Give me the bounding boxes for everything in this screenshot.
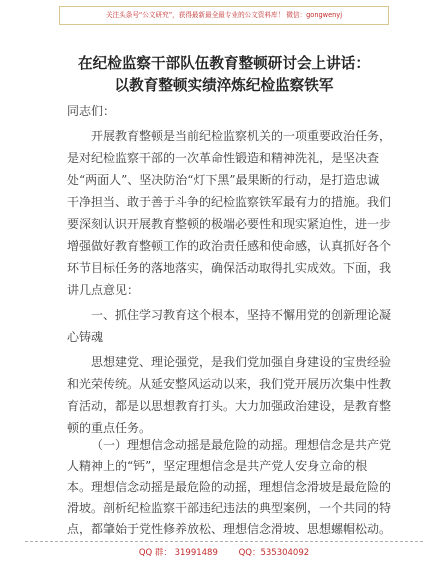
document-title-line-2: 以教育整顿实绩淬炼纪检监察铁军 <box>114 77 334 94</box>
document-title-line-1: 在纪检监察干部队伍教育整顿研讨会上讲话： <box>78 55 370 72</box>
footer-qq: QQ：535304092 <box>238 548 310 558</box>
promo-banner[interactable]: 关注头条号“公文研究”，获得最新最全最专业的公文资料库！ 微信：gongwenyj <box>59 6 389 25</box>
body-line: 要深刻认识开展教育整顿的极端必要性和现实紧迫性，进一步 <box>67 217 392 231</box>
body-line: 顿的重点任务。 <box>67 421 152 435</box>
body-line: 本。理想信念动摇是最危险的动摇，理想信念滑坡是最危险的 <box>67 480 392 494</box>
footer-qq-group: QQ 群： 31991489 <box>138 548 218 558</box>
salutation: 同志们： <box>67 104 116 118</box>
footer <box>0 546 448 558</box>
section-heading: 一、抓住学习教育这个根本，坚持不懈用党的创新理论凝 <box>91 308 392 322</box>
body-line: 点，都肇始于党性修养放松、理想信念滑坡、思想螺帽松动。 <box>67 522 392 536</box>
body-line: 讲几点意见： <box>67 283 140 297</box>
body-line: 是对纪检监察干部的一次革命性锻造和精神洗礼，是坚决查 <box>67 151 380 165</box>
body-line: 和光荣传统。从延安整风运动以来，我们党开展历次集中性教 <box>67 377 392 391</box>
section-heading: 心铸魂 <box>67 330 104 344</box>
body-line: 增强做好教育整顿工作的政治责任感和使命感，认真抓好各个 <box>67 239 392 253</box>
body-line: 滑坡。剖析纪检监察干部违纪违法的典型案例，一个共同的特 <box>67 501 392 515</box>
body-line: 干净担当、敢于善于斗争的纪检监察铁军最有力的措施。我们 <box>67 195 392 209</box>
body-line: 思想建党、理论强党，是我们党加强自身建设的宝贵经验 <box>91 355 392 369</box>
body-line: 环节目标任务的落地落实，确保活动取得扎实成效。下面，我 <box>67 261 392 275</box>
body-line: （一）理想信念动摇是最危险的动摇。理想信念是共产党 <box>91 438 392 452</box>
body-line: 育活动，都是以思想教育打头。大力加强政治建设，是教育整 <box>67 399 392 413</box>
footer-divider <box>25 541 423 542</box>
body-line: 开展教育整顿是当前纪检监察机关的一项重要政治任务， <box>91 129 392 143</box>
body-line: 人精神上的“钙”，坚定理想信念是共产党人安身立命的根 <box>67 459 368 473</box>
body-line: 处“两面人”、坚决防治“灯下黑”最果断的行动，是打造忠诚 <box>67 173 380 187</box>
